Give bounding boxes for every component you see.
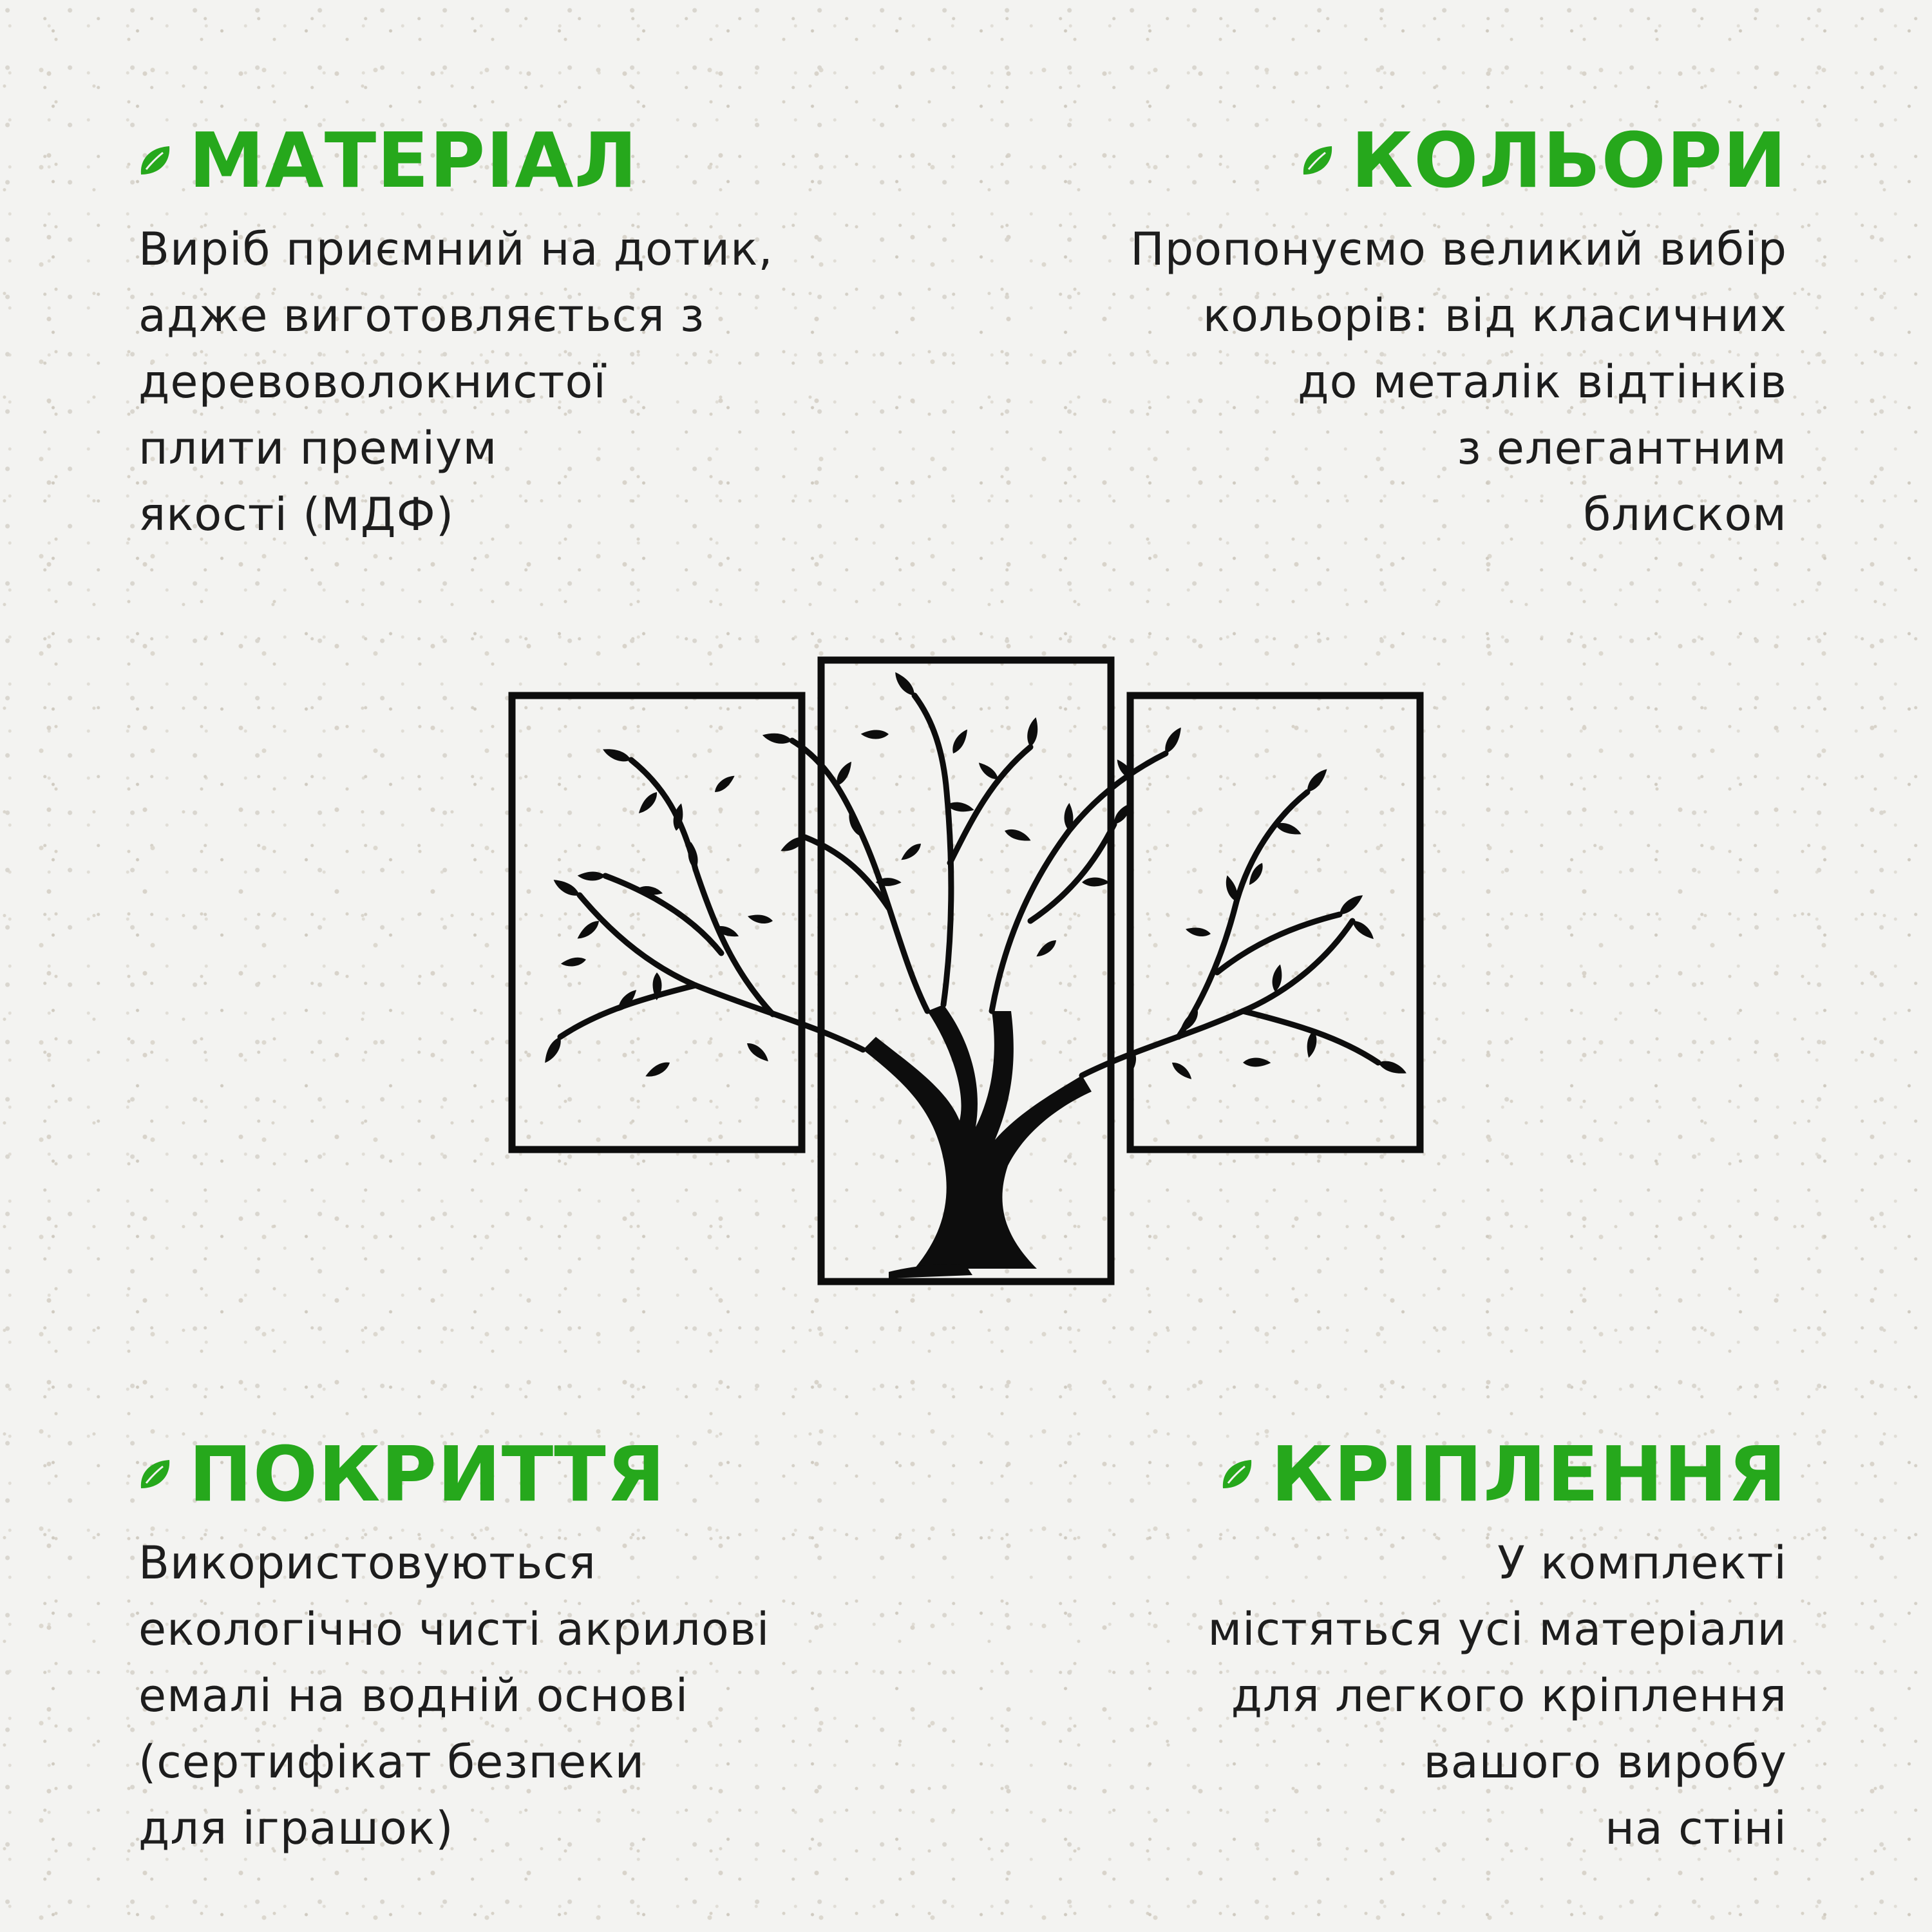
leaf-icon [138,144,172,177]
right-panel-frame [1130,696,1420,1150]
colors-section [1130,116,1787,548]
colors-line-2: кольорів: від класичних [1202,289,1787,342]
tree-triptych-artwork [502,650,1430,1294]
colors-line-3: до металік відтінків [1298,355,1787,408]
material-line-4: плити преміум [138,422,498,475]
leaf-icon [1220,1457,1254,1491]
material-line-2: адже виготовляється з [138,289,705,342]
colors-heading [1130,116,1787,205]
material-description [138,216,773,548]
material-line-1: Виріб приємний на дотик, [138,223,773,276]
mounting-section [1208,1430,1787,1862]
leaf-icon [1301,144,1334,177]
coating-line-1: Використовуються [138,1537,596,1589]
colors-description [1130,216,1787,548]
material-title: МАТЕРІАЛ [189,116,638,205]
tree-branches [560,696,1378,1075]
mounting-line-4: вашого виробу [1423,1736,1787,1788]
mounting-heading [1208,1430,1787,1519]
mounting-title: КРІПЛЕННЯ [1271,1430,1787,1519]
leaf-icon [138,1457,172,1491]
mounting-line-2: містяться усі матеріали [1208,1603,1787,1656]
mounting-line-5: на стіні [1605,1802,1787,1855]
colors-line-1: Пропонуємо великий вибір [1130,223,1787,276]
material-heading [138,116,773,205]
mounting-line-1: У комплекті [1497,1537,1787,1589]
coating-description [138,1530,770,1862]
mounting-description [1208,1530,1787,1862]
coating-line-5: для іграшок) [138,1802,454,1855]
coating-title: ПОКРИТТЯ [189,1430,666,1519]
coating-line-3: емалі на водній основі [138,1669,689,1722]
coating-heading [138,1430,770,1519]
coating-line-2: екологічно чисті акрилові [138,1603,770,1656]
coating-line-4: (сертифікат безпеки [138,1736,645,1788]
coating-section [138,1430,770,1862]
colors-line-5: блиском [1583,488,1787,541]
colors-title: КОЛЬОРИ [1350,116,1787,205]
mounting-line-3: для легкого кріплення [1231,1669,1787,1722]
material-line-5: якості (МДФ) [138,488,455,541]
colors-line-4: з елегантним [1457,422,1787,475]
material-line-3: деревоволокнистої [138,355,607,408]
tree-trunk [863,1005,1092,1278]
material-section [138,116,773,548]
